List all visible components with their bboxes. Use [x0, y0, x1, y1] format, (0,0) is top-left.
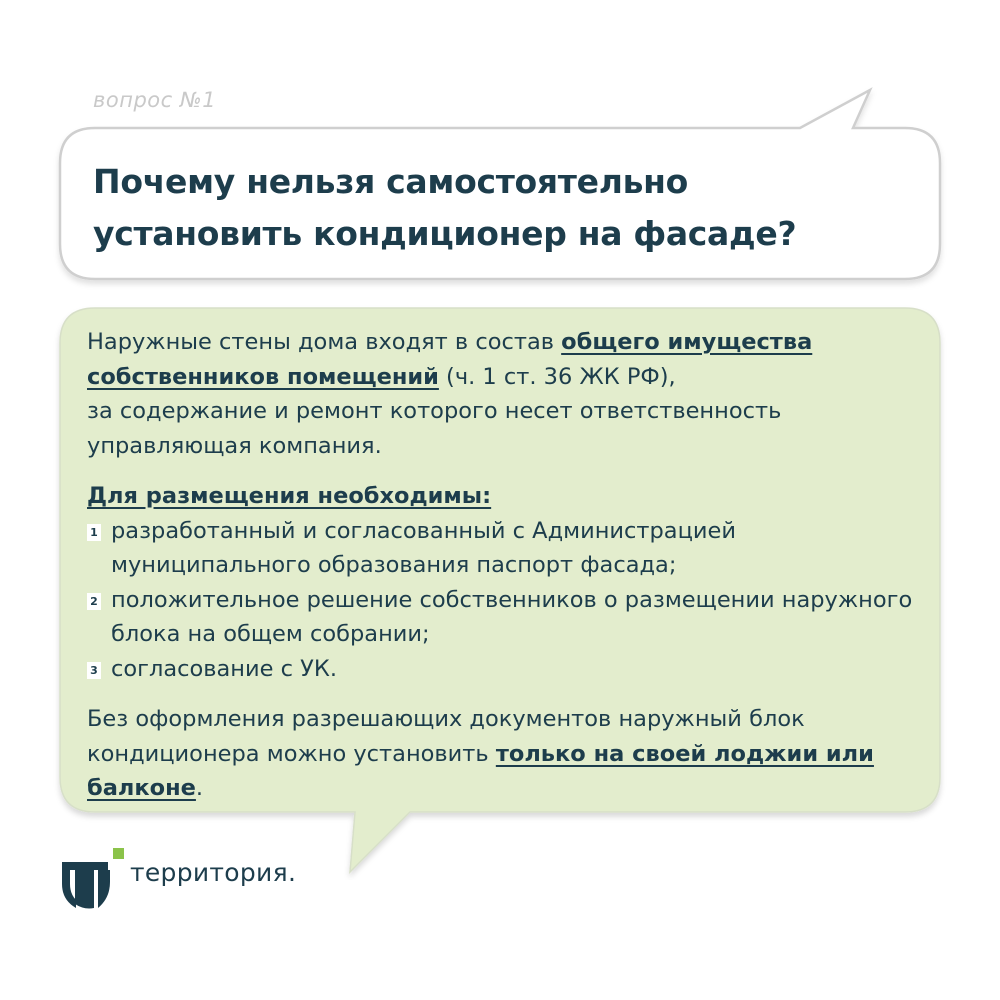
number-badge-2: 2: [87, 593, 101, 610]
answer-p3-end: .: [195, 775, 204, 801]
answer-paragraph-1: [87, 325, 927, 463]
requirement-item-1: [87, 514, 927, 583]
number-badge-3: 3: [87, 662, 101, 679]
answer-text: [87, 325, 927, 806]
requirement-text-1: разработанный и согласованный с Администрацией муниципального образования паспорт фасада;: [111, 517, 737, 578]
requirement-item-3: [87, 652, 927, 687]
common-property-highlight: общего имущества собственников помещений: [87, 329, 813, 390]
requirements-heading: Для размещения необходимы:: [87, 483, 492, 509]
answer-p1-end: за содержание и ремонт которого несет ответственность управляющая компания.: [87, 398, 782, 459]
brand-name: территория.: [130, 858, 297, 887]
answer-p1-start: Наружные стены дома входят в состав: [87, 329, 562, 355]
answer-p3-start: Без оформления разрешающих документов наружный блок кондиционера можно установить: [87, 706, 805, 767]
loggia-balcony-highlight: только на своей лоджии или балконе: [87, 740, 874, 801]
answer-p1-reference: (ч. 1 ст. 36 ЖК РФ),: [438, 363, 676, 390]
question-line-1: Почему нельзя самостоятельно: [93, 162, 689, 201]
requirements-block: [87, 479, 927, 686]
requirement-text-2: положительное решение собственников о размещении наружного блока на общем собрании;: [111, 586, 913, 647]
question-title: [93, 156, 933, 260]
requirement-item-2: [87, 583, 927, 652]
logo-t-icon: [62, 848, 124, 912]
requirement-text-3: согласование с УК.: [111, 655, 337, 682]
answer-paragraph-3: [87, 702, 927, 806]
question-number-label: вопрос №1: [93, 88, 217, 112]
requirements-list: [87, 514, 927, 687]
question-line-2: установить кондиционер на фасаде?: [93, 214, 797, 253]
number-badge-1: 1: [87, 524, 101, 541]
